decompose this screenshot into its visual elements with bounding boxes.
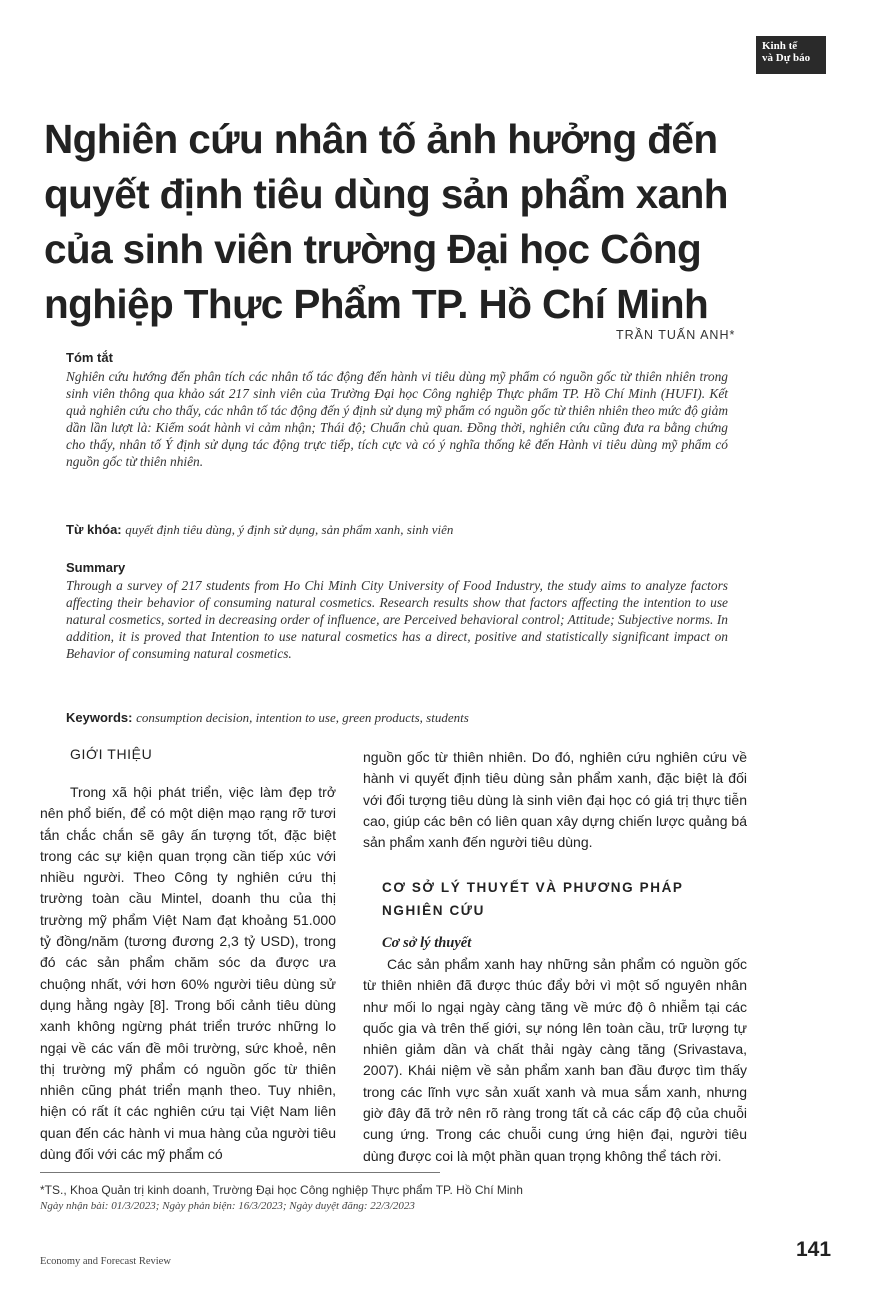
page-number: 141 [796,1238,832,1261]
section-intro-heading: GIỚI THIỆU [70,746,153,762]
abstract-vi-text: Nghiên cứu hướng đến phân tích các nhân tố tác động đến hành vi tiêu dùng mỹ phẩm có nguồn gốc từ thiên nhiên trong sinh viên thông qua khảo sát 217 sinh viên của Trường Đại học Công nghiệp Thực phẩm TP. Hồ Chí Minh (HUFI). Kết quả nghiên cứu cho thấy, các nhân tố tác động đến ý định sử dụng mỹ phẩm có nguồn gốc từ thiên nhiên theo mức độ giảm dần lần lượt là: Kiểm soát hành vi cảm nhận; Thái độ; Chuẩn chủ quan. Đồng thời, nghiên cứu cũng đưa ra bằng chứng cho thấy, nhân tố Ý định sử dụng tác động trực tiếp, tích cực và có ý nghĩa thống kê đến Hành vi tiêu dùng mỹ phẩm có nguồn gốc từ thiên nhiên. [66,369,728,470]
section-theory-text: Các sản phẩm xanh hay những sản phẩm có nguồn gốc từ thiên nhiên đã được thúc đẩy bởi vì một số nguyên nhân như mối lo ngại ngày càng tăng về mức độ ô nhiễm tại các quốc gia và trên thế giới, sự nóng lên toàn cầu, trữ lượng tự nhiên giảm dần và chất thải ngày càng tăng (Srivastava, 2007). Khái niệm về sản phẩm xanh ban đầu được tìm thấy trong các lĩnh vực sản xuất xanh và mua sắm xanh, nhưng giờ đây đã trở nên rõ ràng trong tất cả các cấp độ của chuỗi cung ứng. Trong các chuỗi cung ứng hiện đại, người tiêu dùng được coi là một phần quan trọng không thể tách rời. [363,956,747,1164]
section-intro-text: Trong xã hội phát triển, việc làm đẹp trở nên phổ biến, để có một diện mạo rạng rỡ tươi tắn chắc chắn sẽ gây ấn tượng tốt, đặc biệt trong các sự kiện quan trọng cần tiếp xúc với nhiều người. Theo Công ty nghiên cứu thị trường toàn cầu Mintel, doanh thu của thị trường mỹ phẩm Việt Nam đạt khoảng 51.000 tỷ đồng/năm (tương đương 2,3 tỷ USD), trong đó các sản phẩm chăm sóc da được ưa chuộng nhất, với hơn 60% người tiêu dùng sử dụng hằng ngày [8]. Trong bối cảnh tiêu dùng xanh không ngừng phát triển trước những lo ngại về các vấn đề môi trường, sức khoẻ, nên thị trường mỹ phẩm có nguồn gốc từ thiên nhiên cũng phát triển mạnh theo. Tuy nhiên, hiện có rất ít các nghiên cứu tại Việt Nam liên quan đến các hành vi mua hàng của người tiêu dùng đối với các mỹ phẩm có [40,784,336,1163]
footnote-affiliation: *TS., Khoa Quản trị kinh doanh, Trường Đại học Công nghiệp Thực phẩm TP. Hồ Chí Minh [40,1183,523,1197]
footnote-dates: Ngày nhận bài: 01/3/2023; Ngày phản biện: 16/3/2023; Ngày duyệt đăng: 22/3/2023 [40,1200,415,1212]
abstract-en-heading: Summary [66,560,126,575]
keywords-en-label: Keywords: [66,710,133,725]
author-name: TRẦN TUẤN ANH* [616,328,736,342]
abstract-vi-heading: Tóm tắt [66,350,113,365]
keywords-en [66,710,469,726]
keywords-vi-text: quyết định tiêu dùng, ý định sử dụng, sản phẩm xanh, sinh viên [125,522,454,537]
article-title: Nghiên cứu nhân tố ảnh hưởng đến quyết định tiêu dùng sản phẩm xanh của sinh viên trường Đại học Công nghiệp Thực Phẩm TP. Hồ Chí Minh [44,116,728,327]
keywords-vi-label: Từ khóa: [66,522,122,537]
theory-subheading: Cơ sở lý thuyết [382,935,472,951]
abstract-en-text: Through a survey of 217 students from Ho Chi Minh City University of Food Industry, the study aims to analyze factors affecting their behavior of consuming natural cosmetics. Research results show that factors affecting the intention to use natural cosmetics, sorted in decreasing order of influence, are Perceived behavioral control; Attitude; Subjective norms. In addition, it is proved that Intention to use natural cosmetics has a direct, positive and statistically significant impact on Behavior of consuming natural cosmetics. [66,578,728,662]
section-theory-heading: CƠ SỞ LÝ THUYẾT VÀ PHƯƠNG PHÁP NGHIÊN CỨU [382,880,684,918]
badge-line-2: và Dự báo [762,52,811,64]
section-intro-continuation: nguồn gốc từ thiên nhiên. Do đó, nghiên cứu nghiên cứu về hành vi quyết định tiêu dùng sản phẩm xanh, đặc biệt là đối với đối tượng tiêu dùng là sinh viên đại học có giá trị thực tiễn cao, giúp các bên có liên quan xây dựng chiến lược quảng bá sản phẩm xanh đến người tiêu dùng. [363,749,747,851]
journal-name: Economy and Forecast Review [40,1256,171,1267]
footnote-divider [40,1172,440,1173]
journal-badge [756,36,826,74]
keywords-vi [66,522,453,538]
keywords-en-text: consumption decision, intention to use, green products, students [136,710,469,725]
badge-line-1: Kinh tế [762,40,798,52]
